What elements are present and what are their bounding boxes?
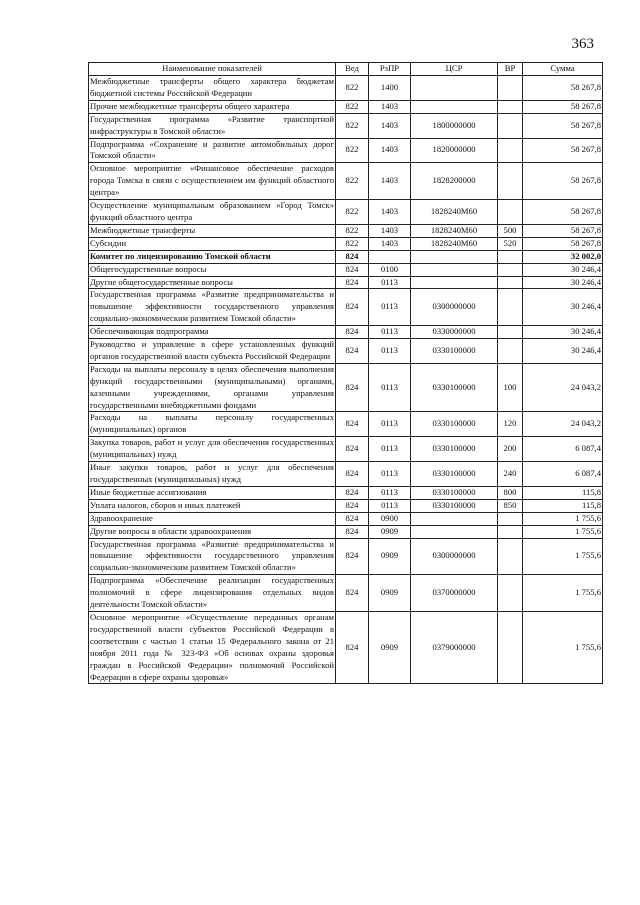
cell-name: Другие общегосударственные вопросы	[89, 276, 336, 289]
cell-ved: 824	[336, 512, 369, 525]
cell-vr	[498, 138, 523, 163]
cell-vr	[498, 538, 523, 575]
cell-csr: 0300000000	[411, 538, 498, 575]
header-csr: ЦСР	[411, 63, 498, 76]
table-row	[89, 263, 603, 276]
page-number: 363	[571, 36, 594, 52]
budget-table	[88, 62, 603, 684]
cell-csr: 1828240М60	[411, 224, 498, 237]
cell-ved: 824	[336, 339, 369, 364]
table-row	[89, 412, 603, 437]
cell-rzpr: 0113	[369, 499, 411, 512]
cell-csr: 0379000000	[411, 611, 498, 683]
cell-name: Субсидии	[89, 237, 336, 250]
cell-sum: 1 755,6	[523, 512, 603, 525]
table-row	[89, 575, 603, 612]
cell-vr	[498, 100, 523, 113]
cell-rzpr: 0113	[369, 339, 411, 364]
cell-ved: 824	[336, 499, 369, 512]
table-row	[89, 512, 603, 525]
table-row	[89, 224, 603, 237]
cell-name: Здравоохранение	[89, 512, 336, 525]
cell-sum: 58 267,8	[523, 163, 603, 200]
cell-rzpr: 0100	[369, 263, 411, 276]
cell-vr	[498, 263, 523, 276]
cell-csr: 0330100000	[411, 462, 498, 487]
cell-csr	[411, 525, 498, 538]
cell-sum: 58 267,8	[523, 224, 603, 237]
cell-vr	[498, 611, 523, 683]
cell-name: Государственная программа «Развитие предпринимательства и повышение эффективности государственного управления социально-экономическим развитием Томской области»	[89, 538, 336, 575]
table-row	[89, 462, 603, 487]
cell-vr	[498, 512, 523, 525]
cell-sum: 1 755,6	[523, 611, 603, 683]
cell-sum: 32 002,0	[523, 250, 603, 263]
cell-ved: 822	[336, 224, 369, 237]
cell-name: Осуществление муниципальным образованием «Город Томск» функций областного центра	[89, 200, 336, 225]
cell-vr: 100	[498, 363, 523, 412]
cell-rzpr: 0909	[369, 525, 411, 538]
table-row	[89, 276, 603, 289]
cell-ved: 824	[336, 611, 369, 683]
header-ved: Вед	[336, 63, 369, 76]
cell-csr: 1828240М60	[411, 237, 498, 250]
cell-name: Межбюджетные трансферты	[89, 224, 336, 237]
cell-sum: 6 087,4	[523, 437, 603, 462]
cell-sum: 6 087,4	[523, 462, 603, 487]
cell-vr: 520	[498, 237, 523, 250]
cell-rzpr: 1403	[369, 100, 411, 113]
cell-vr: 800	[498, 486, 523, 499]
cell-ved: 824	[336, 575, 369, 612]
cell-csr: 0300000000	[411, 289, 498, 326]
cell-rzpr: 1403	[369, 163, 411, 200]
cell-name: Руководство и управление в сфере установленных функций органов государственной власти субъекта Российской Федерации	[89, 339, 336, 364]
table-row	[89, 200, 603, 225]
cell-name: Основное мероприятие «Финансовое обеспечение расходов города Томска в связи с осуществлением им функций областного центра»	[89, 163, 336, 200]
cell-rzpr: 1403	[369, 200, 411, 225]
cell-name: Основное мероприятие «Осуществление переданных органам государственной власти субъектов Российской Федерации в соответствии с частью 1 статьи 15 Федерального закона от 21 ноября 2011 года № 323-ФЗ «Об основах охраны здоровья граждан в Российской Федерации» полномочий Российской Федерации в сфере охраны здоровья»	[89, 611, 336, 683]
cell-sum: 1 755,6	[523, 525, 603, 538]
cell-ved: 824	[336, 462, 369, 487]
cell-ved: 824	[336, 525, 369, 538]
cell-rzpr: 0909	[369, 611, 411, 683]
cell-sum: 1 755,6	[523, 538, 603, 575]
cell-csr: 1800000000	[411, 113, 498, 138]
cell-vr	[498, 276, 523, 289]
cell-rzpr: 1403	[369, 224, 411, 237]
cell-rzpr: 1403	[369, 138, 411, 163]
table-header-row	[89, 63, 603, 76]
cell-ved: 822	[336, 100, 369, 113]
cell-name: Подпрограмма «Сохранение и развитие автомобильных дорог Томской области»	[89, 138, 336, 163]
table-row	[89, 289, 603, 326]
cell-sum: 30 246,4	[523, 289, 603, 326]
cell-rzpr: 0900	[369, 512, 411, 525]
cell-rzpr: 0113	[369, 437, 411, 462]
cell-vr: 200	[498, 437, 523, 462]
table-row	[89, 499, 603, 512]
table-row	[89, 100, 603, 113]
table-row	[89, 237, 603, 250]
cell-name: Прочие межбюджетные трансферты общего характера	[89, 100, 336, 113]
cell-ved: 824	[336, 276, 369, 289]
cell-vr: 240	[498, 462, 523, 487]
cell-name: Межбюджетные трансферты общего характера бюджетам бюджетной системы Российской Федерации	[89, 76, 336, 101]
cell-csr: 0330100000	[411, 412, 498, 437]
cell-csr: 0330100000	[411, 486, 498, 499]
table-row	[89, 113, 603, 138]
cell-rzpr: 0113	[369, 363, 411, 412]
cell-csr: 1820000000	[411, 138, 498, 163]
table-row	[89, 525, 603, 538]
cell-ved: 824	[336, 486, 369, 499]
cell-rzpr: 0113	[369, 276, 411, 289]
table-row	[89, 138, 603, 163]
cell-name: Другие вопросы в области здравоохранения	[89, 525, 336, 538]
cell-csr: 0330000000	[411, 326, 498, 339]
cell-sum: 58 267,8	[523, 113, 603, 138]
cell-vr	[498, 113, 523, 138]
cell-name: Уплата налогов, сборов и иных платежей	[89, 499, 336, 512]
cell-csr	[411, 263, 498, 276]
cell-csr	[411, 76, 498, 101]
cell-ved: 824	[336, 289, 369, 326]
cell-name: Государственная программа «Развитие предпринимательства и повышение эффективности государственного управления социально-экономическим развитием Томской области»	[89, 289, 336, 326]
cell-csr: 0330100000	[411, 437, 498, 462]
table-row	[89, 538, 603, 575]
cell-name: Иные закупки товаров, работ и услуг для обеспечения государственных (муниципальных) нужд	[89, 462, 336, 487]
cell-name: Общегосударственные вопросы	[89, 263, 336, 276]
cell-sum: 115,8	[523, 499, 603, 512]
table-row	[89, 326, 603, 339]
cell-vr: 850	[498, 499, 523, 512]
header-vr: ВР	[498, 63, 523, 76]
cell-vr	[498, 163, 523, 200]
cell-csr	[411, 100, 498, 113]
cell-sum: 24 043,2	[523, 412, 603, 437]
cell-sum: 58 267,8	[523, 100, 603, 113]
table-row	[89, 363, 603, 412]
cell-rzpr: 1403	[369, 237, 411, 250]
header-name: Наименование показателей	[89, 63, 336, 76]
cell-ved: 822	[336, 163, 369, 200]
table-row	[89, 76, 603, 101]
cell-name: Обеспечивающая подпрограмма	[89, 326, 336, 339]
table-row	[89, 250, 603, 263]
cell-ved: 824	[336, 250, 369, 263]
table-row	[89, 611, 603, 683]
cell-vr	[498, 575, 523, 612]
cell-csr	[411, 276, 498, 289]
cell-csr: 0330100000	[411, 339, 498, 364]
cell-csr: 0370000000	[411, 575, 498, 612]
cell-ved: 822	[336, 76, 369, 101]
header-rzpr: РзПР	[369, 63, 411, 76]
table-row	[89, 486, 603, 499]
cell-ved: 822	[336, 138, 369, 163]
table-row	[89, 163, 603, 200]
cell-rzpr: 1400	[369, 76, 411, 101]
cell-rzpr: 0113	[369, 326, 411, 339]
cell-rzpr: 1403	[369, 113, 411, 138]
cell-ved: 824	[336, 363, 369, 412]
cell-ved: 824	[336, 326, 369, 339]
cell-csr: 1828200000	[411, 163, 498, 200]
cell-vr	[498, 326, 523, 339]
cell-name: Закупка товаров, работ и услуг для обеспечения государственных (муниципальных) нужд	[89, 437, 336, 462]
cell-rzpr: 0113	[369, 289, 411, 326]
cell-name: Подпрограмма «Обеспечение реализации государственных полномочий в сфере лицензирования отдельных видов деятельности Томской области»	[89, 575, 336, 612]
cell-vr	[498, 250, 523, 263]
cell-sum: 58 267,8	[523, 138, 603, 163]
cell-ved: 824	[336, 263, 369, 276]
cell-sum: 115,8	[523, 486, 603, 499]
cell-sum: 30 246,4	[523, 263, 603, 276]
cell-csr: 0330100000	[411, 499, 498, 512]
cell-name: Государственная программа «Развитие транспортной инфраструктуры в Томской области»	[89, 113, 336, 138]
cell-vr: 500	[498, 224, 523, 237]
cell-sum: 30 246,4	[523, 276, 603, 289]
cell-sum: 1 755,6	[523, 575, 603, 612]
cell-ved: 822	[336, 200, 369, 225]
cell-rzpr: 0909	[369, 575, 411, 612]
cell-rzpr: 0113	[369, 486, 411, 499]
cell-vr	[498, 339, 523, 364]
cell-rzpr: 0909	[369, 538, 411, 575]
cell-ved: 824	[336, 437, 369, 462]
table-row	[89, 437, 603, 462]
cell-rzpr: 0113	[369, 412, 411, 437]
cell-sum: 58 267,8	[523, 200, 603, 225]
cell-name: Комитет по лицензированию Томской области	[89, 250, 336, 263]
cell-sum: 30 246,4	[523, 339, 603, 364]
cell-sum: 58 267,8	[523, 76, 603, 101]
header-sum: Сумма	[523, 63, 603, 76]
cell-sum: 30 246,4	[523, 326, 603, 339]
cell-sum: 24 043,2	[523, 363, 603, 412]
cell-name: Иные бюджетные ассигнования	[89, 486, 336, 499]
cell-vr	[498, 525, 523, 538]
cell-csr: 1828240М60	[411, 200, 498, 225]
cell-ved: 822	[336, 237, 369, 250]
table-body	[89, 76, 603, 684]
cell-rzpr	[369, 250, 411, 263]
table-row	[89, 339, 603, 364]
cell-sum: 58 267,8	[523, 237, 603, 250]
cell-vr	[498, 76, 523, 101]
cell-name: Расходы на выплаты персоналу государственных (муниципальных) органов	[89, 412, 336, 437]
cell-vr	[498, 289, 523, 326]
cell-csr: 0330100000	[411, 363, 498, 412]
cell-csr	[411, 250, 498, 263]
cell-vr: 120	[498, 412, 523, 437]
cell-rzpr: 0113	[369, 462, 411, 487]
cell-ved: 822	[336, 113, 369, 138]
cell-ved: 824	[336, 538, 369, 575]
cell-csr	[411, 512, 498, 525]
cell-name: Расходы на выплаты персоналу в целях обеспечения выполнения функций государственными (муниципальными) органами, казенными учреждениями, органами управления государственными внебюджетными фондами	[89, 363, 336, 412]
cell-vr	[498, 200, 523, 225]
cell-ved: 824	[336, 412, 369, 437]
